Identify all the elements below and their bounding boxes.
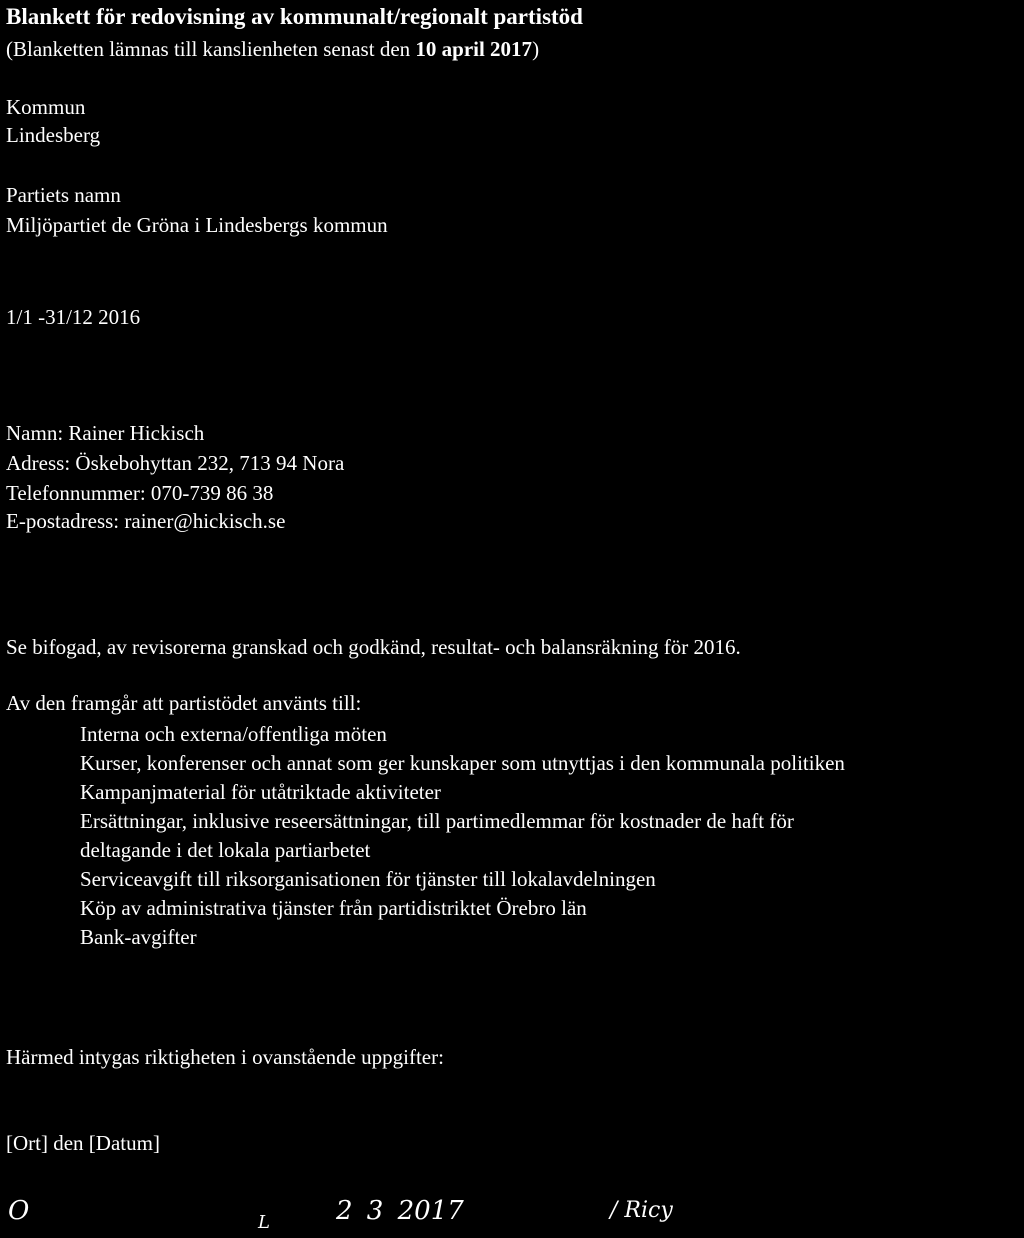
list-item: Köp av administrativa tjänster från partidistriktet Örebro län — [80, 896, 587, 920]
handwritten-mark: O — [8, 1196, 30, 1226]
list-item: Ersättningar, inklusive reseersättningar, till partimedlemmar för kostnader de haft för — [80, 809, 794, 833]
form-title: Blankett för redovisning av kommunalt/regionalt partistöd — [6, 4, 583, 29]
list-item: Bank-avgifter — [80, 925, 197, 949]
certification-statement: Härmed intygas riktigheten i ovanstående uppgifter: — [6, 1045, 444, 1069]
contact-phone: Telefonnummer: 070-739 86 38 — [6, 481, 274, 505]
kommun-value: Lindesberg — [6, 123, 101, 147]
handwritten-mark: L — [258, 1212, 270, 1233]
place-date-field: [Ort] den [Datum] — [6, 1131, 160, 1155]
contact-email: E-postadress: rainer@hickisch.se — [6, 509, 286, 533]
list-item: Kurser, konferenser och annat som ger kunskaper som utnyttjas i den kommunala politiken — [80, 751, 845, 775]
subtitle-suffix: ) — [532, 37, 540, 61]
attachment-note: Se bifogad, av revisorerna granskad och godkänd, resultat- och balansräkning för 2016. — [6, 635, 741, 659]
handwritten-date: 2 3 2017 — [336, 1196, 464, 1226]
party-name-value: Miljöpartiet de Gröna i Lindesbergs kommun — [6, 213, 388, 237]
subtitle-prefix: (Blanketten lämnas till kanslienheten senast den — [6, 37, 416, 61]
list-item: Serviceavgift till riksorganisationen för tjänster till lokalavdelningen — [80, 867, 656, 891]
kommun-label: Kommun — [6, 95, 86, 119]
contact-name: Namn: Rainer Hickisch — [6, 421, 205, 445]
form-subtitle — [6, 36, 539, 62]
party-name-label: Partiets namn — [6, 183, 121, 207]
usage-intro: Av den framgår att partistödet använts till: — [6, 691, 362, 715]
usage-list — [80, 720, 845, 952]
signature: / Ricy — [610, 1198, 673, 1223]
deadline-date: 10 april 2017 — [415, 37, 533, 61]
contact-address: Adress: Öskebohyttan 232, 713 94 Nora — [6, 451, 345, 475]
document-page — [6, 0, 1024, 1237]
list-item: Kampanjmaterial för utåtriktade aktiviteter — [80, 780, 441, 804]
report-period: 1/1 -31/12 2016 — [6, 305, 141, 329]
list-item: deltagande i det lokala partiarbetet — [80, 838, 371, 862]
list-item: Interna och externa/offentliga möten — [80, 722, 387, 746]
